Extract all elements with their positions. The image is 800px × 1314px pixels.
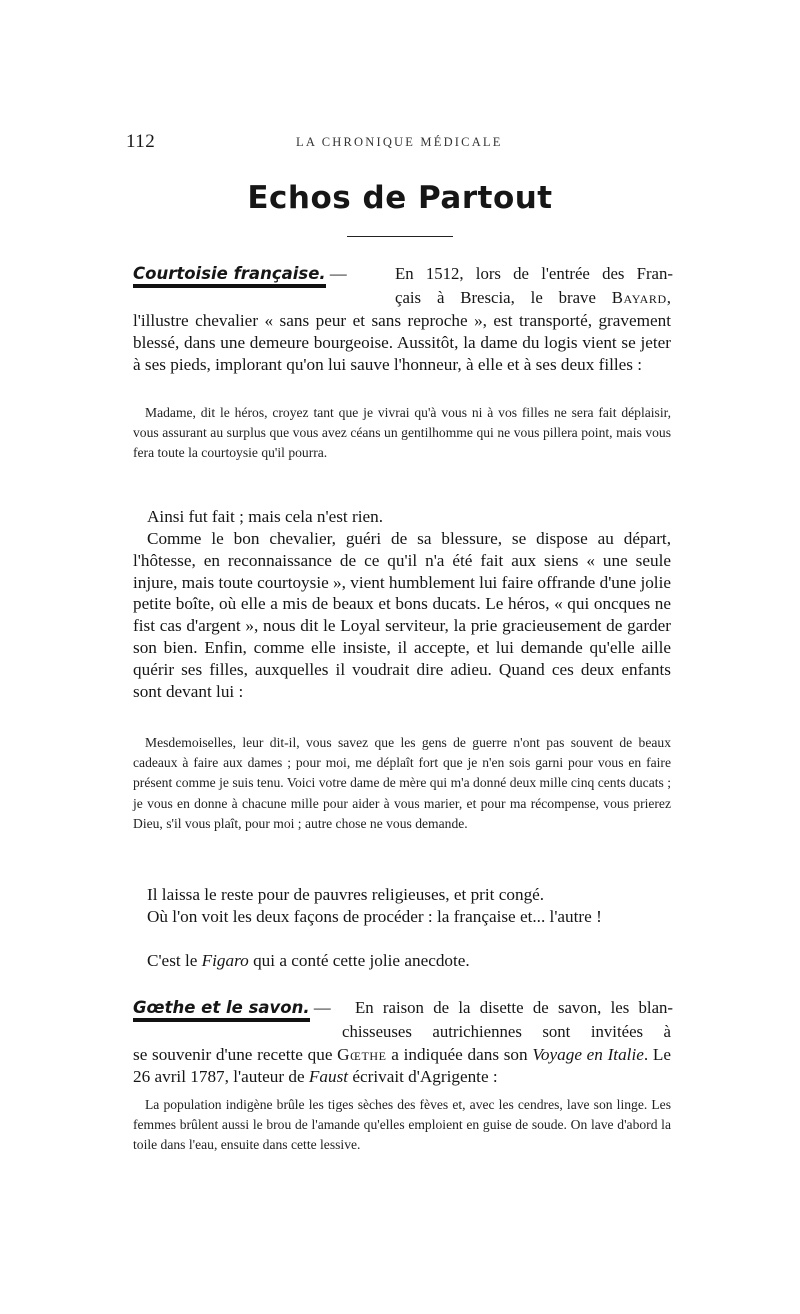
- article-2-body-4: écrivait d'Agrigente :: [348, 1066, 498, 1086]
- article-1-paragraph-2b: Comme le bon chevalier, guéri de sa blessure, se dispose au départ, l'hôtesse, en reconnaissance de ce qu'il n'a été fait aux siens « une seule injure, mais toute courtoysie », vient humblement lui faire offrande d'une jolie petite boîte, où elle a mis de beaux et bons ducats. Le héros, « qui oncques ne fist cas d'argent », nous dit le Loyal serviteur, la prie gracieusement de garder son bien. Enfin, comme elle insiste, il accepte, et lui demande qu'elle aille quérir ses filles, auxquelles il voudrait dire adieu. Quand ces deux enfants sont devant lui :: [133, 529, 671, 701]
- figaro-title: Figaro: [201, 951, 249, 970]
- para-3c-post: qui a conté cette jolie anecdote.: [248, 951, 470, 970]
- page-header: [126, 131, 686, 151]
- voyage-title: Voyage en Italie: [532, 1045, 644, 1064]
- article-1-quote-2: Mesdemoiselles, leur dit-il, vous savez que les gens de guerre n'ont pas souvent de beaux cadeaux à faire aux dames ; pour moi, me déplaît fort que je n'en sois garni pour vous en faire présent comme je suis tenu. Voici votre dame de mère qui m'a donné deux mille cinq cents ducats ; je vous en donne à chacune mille pour aider à vous marier, et pour ma récompense, vous prierez Dieu, s'il vous plaît, pour moi ; autre chose ne vous demande.: [133, 735, 671, 831]
- goethe-name: Gœthe: [337, 1045, 387, 1064]
- article-2-rubric-dash: —: [309, 998, 331, 1017]
- article-1-intro-3-text: ,: [666, 288, 671, 307]
- article-2-body: [133, 1044, 671, 1088]
- article-1-rubric-dash: —: [325, 264, 347, 283]
- article-2-body-1: se souvenir d'une recette que: [133, 1045, 338, 1064]
- article-1-body: l'illustre chevalier « sans peur et sans reproche », est transporté, gravement blessé, dans une demeure bourgeoise. Aussitôt, la dame du logis vient se jeter à ses pieds, implorant qu'on lui sauve l'honneur, à elle et à ses deux filles :: [133, 311, 671, 374]
- article-1-paragraph-3b: Où l'on voit les deux façons de procéder : la française et... l'autre !: [147, 907, 602, 926]
- page-number: 112: [126, 131, 156, 152]
- para-3c-pre: C'est le: [147, 951, 202, 970]
- article-1-intro-2-text: çais à Brescia, le brave: [395, 288, 612, 307]
- article-1-paragraph-3c: [133, 950, 671, 972]
- title-divider: [347, 236, 453, 237]
- article-1-paragraph-3a: Il laissa le reste pour de pauvres religieuses, et prit congé.: [147, 885, 545, 904]
- article-1-intro-line-1: En 1512, lors de l'entrée des Fran-: [395, 264, 673, 283]
- article-2-body-2: a indiquée dans son: [386, 1045, 533, 1064]
- section-title: Echos de Partout: [247, 180, 553, 216]
- article-2-body-3: . Le 26 avril 1787, l'auteur de: [133, 1045, 671, 1086]
- article-2-rubric: Gœthe et le savon.: [133, 998, 310, 1022]
- article-1-rubric: Courtoisie française.: [133, 264, 326, 288]
- article-2-quote: La population indigène brûle les tiges sèches des fèves et, avec les cendres, lave son linge. Les femmes brûlent aussi le brou de l'amande qu'elles emploient en guise de soude. On lave d'abord la toile dans l'eau, ensuite dans cette lessive.: [133, 1097, 671, 1153]
- article-2-intro-line-1: En raison de la disette de savon, les blan-: [355, 998, 673, 1017]
- article-1-paragraph-2a: Ainsi fut fait ; mais cela n'est rien.: [147, 507, 384, 526]
- article-1-quote-1: Madame, dit le héros, croyez tant que je vivrai qu'à vous ni à vos filles ne sera fait déplaisir, vous assurant au surplus que vous avez céans un gentilhomme qui ne vous pillera point, mais vous fera toute la courtoysie qu'il pourra.: [133, 405, 671, 461]
- article-2-intro-line-2: chisseuses autrichiennes sont invitées à: [342, 1022, 671, 1041]
- running-title: LA CHRONIQUE MÉDICALE: [296, 135, 503, 149]
- faust-title: Faust: [308, 1066, 349, 1086]
- bayard-name: Bayard: [611, 288, 667, 307]
